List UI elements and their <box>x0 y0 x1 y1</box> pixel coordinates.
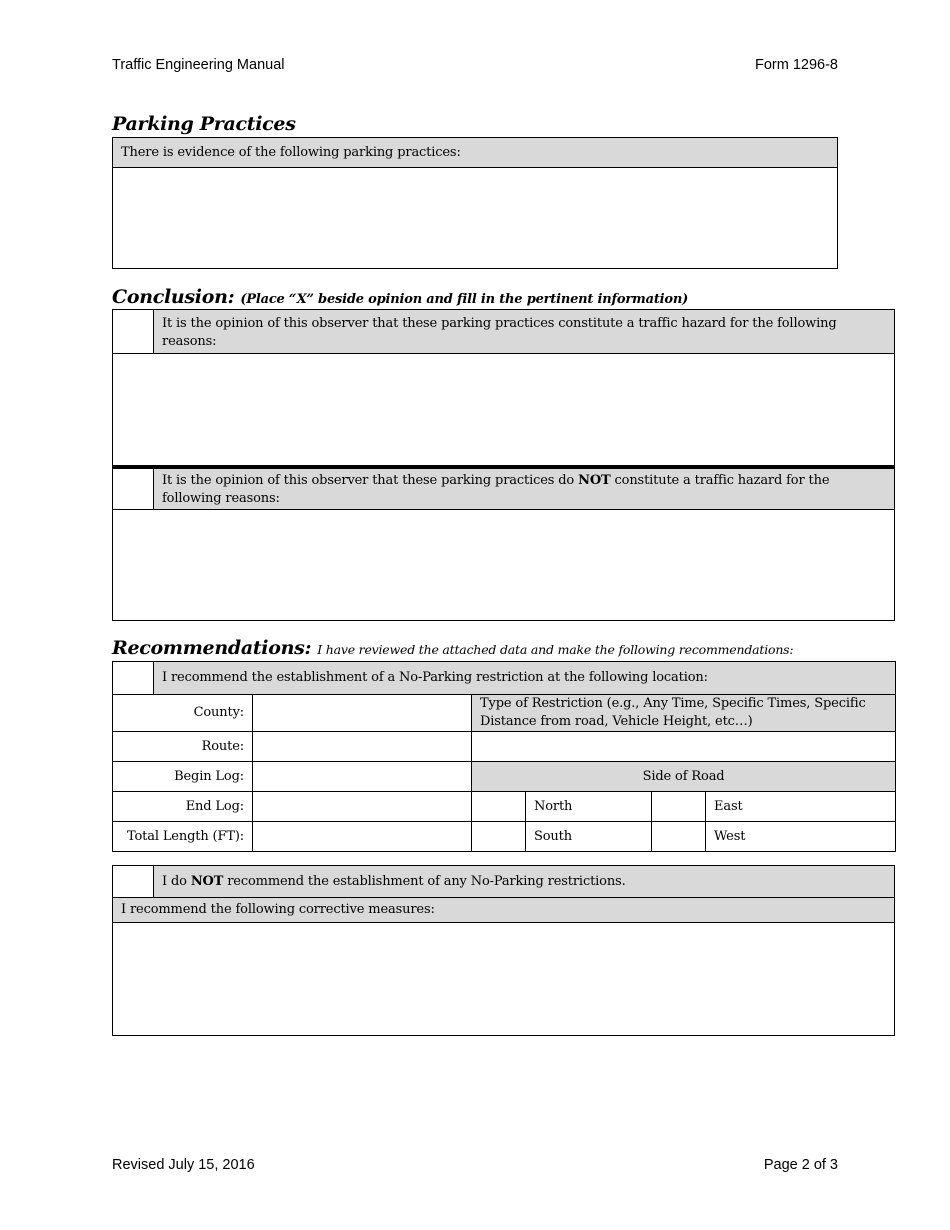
not-hazard-reasons-wrap <box>113 510 894 619</box>
begin-log-cell <box>253 762 472 792</box>
south-label: South <box>526 822 652 852</box>
east-label: East <box>706 792 896 822</box>
conclusion-heading <box>112 286 688 308</box>
hazard-reasons-field[interactable] <box>113 354 894 466</box>
corrective-measures-wrap <box>113 923 894 1035</box>
hazard-box <box>112 309 895 467</box>
west-label: West <box>706 822 896 852</box>
total-length-label: Total Length (FT): <box>113 822 253 852</box>
recommend-checkbox[interactable] <box>113 662 154 695</box>
header-form-number: Form 1296-8 <box>754 57 838 73</box>
not-recommend-checkbox[interactable] <box>113 866 154 897</box>
hazard-reasons-wrap <box>113 354 894 466</box>
parking-practices-title: Parking Practices <box>112 113 296 135</box>
north-checkbox[interactable] <box>472 792 526 822</box>
not-hazard-header-row <box>113 469 894 510</box>
parking-practices-field[interactable] <box>113 168 837 268</box>
route-input[interactable] <box>253 735 471 758</box>
not-hazard-reasons-field[interactable] <box>113 510 894 619</box>
restriction-type-input[interactable] <box>472 735 895 758</box>
begin-log-input[interactable] <box>253 765 471 788</box>
recommend-text: I recommend the establishment of a No-Parking restriction at the following location: <box>154 662 896 695</box>
conclusion-title: Conclusion: <box>112 286 235 308</box>
not-hazard-checkbox[interactable] <box>113 469 154 509</box>
total-length-input[interactable] <box>253 825 471 848</box>
east-checkbox[interactable] <box>652 792 706 822</box>
not-recommend-text-post: recommend the establishment of any No-Parking restrictions. <box>223 874 626 889</box>
not-recommend-row <box>113 866 894 898</box>
not-hazard-text-pre: It is the opinion of this observer that these parking practices do <box>162 473 579 488</box>
not-recommend-text-bold: NOT <box>190 874 224 889</box>
not-recommend-box <box>112 865 895 1036</box>
no-parking-recommendation-table <box>112 661 896 852</box>
hazard-header-row <box>113 310 894 354</box>
footer-page-number: Page 2 of 3 <box>763 1157 838 1173</box>
not-recommend-text <box>154 866 894 897</box>
not-hazard-text <box>154 469 894 509</box>
west-checkbox[interactable] <box>652 822 706 852</box>
not-hazard-box <box>112 469 895 621</box>
total-length-cell <box>253 822 472 852</box>
begin-log-label: Begin Log: <box>113 762 253 792</box>
corrective-measures-field[interactable] <box>113 923 894 1035</box>
header-manual-title: Traffic Engineering Manual <box>112 57 285 73</box>
not-hazard-text-bold: NOT <box>578 473 611 488</box>
not-hazard-text-post: constitute a traffic hazard for the following reasons: <box>162 473 830 506</box>
parking-practices-prompt: There is evidence of the following parking practices: <box>113 138 837 168</box>
hazard-checkbox[interactable] <box>113 310 154 353</box>
corrective-measures-label: I recommend the following corrective measures: <box>113 898 894 923</box>
conclusion-note: (Place “X” beside opinion and fill in the pertinent information) <box>240 292 689 307</box>
end-log-label: End Log: <box>113 792 253 822</box>
side-of-road-label: Side of Road <box>472 762 896 792</box>
parking-practices-field-wrap <box>113 168 837 268</box>
county-cell <box>253 695 472 732</box>
parking-practices-box <box>112 137 838 269</box>
recommendations-note: I have reviewed the attached data and make the following recommendations: <box>317 642 794 657</box>
end-log-input[interactable] <box>253 795 471 818</box>
recommendations-heading <box>112 637 793 659</box>
restriction-type-label: Type of Restriction (e.g., Any Time, Specific Times, Specific Distance from road, Vehicle Height, etc…) <box>472 695 896 732</box>
footer-revised-date: Revised July 15, 2016 <box>112 1157 255 1173</box>
south-checkbox[interactable] <box>472 822 526 852</box>
recommendations-title: Recommendations: <box>112 637 312 659</box>
not-recommend-text-pre: I do <box>162 874 191 889</box>
county-input[interactable] <box>253 702 471 725</box>
county-label: County: <box>113 695 253 732</box>
restriction-type-cell <box>472 732 896 762</box>
route-label: Route: <box>113 732 253 762</box>
end-log-cell <box>253 792 472 822</box>
hazard-text: It is the opinion of this observer that these parking practices constitute a traffic hazard for the following reasons: <box>154 310 894 353</box>
route-cell <box>253 732 472 762</box>
north-label: North <box>526 792 652 822</box>
